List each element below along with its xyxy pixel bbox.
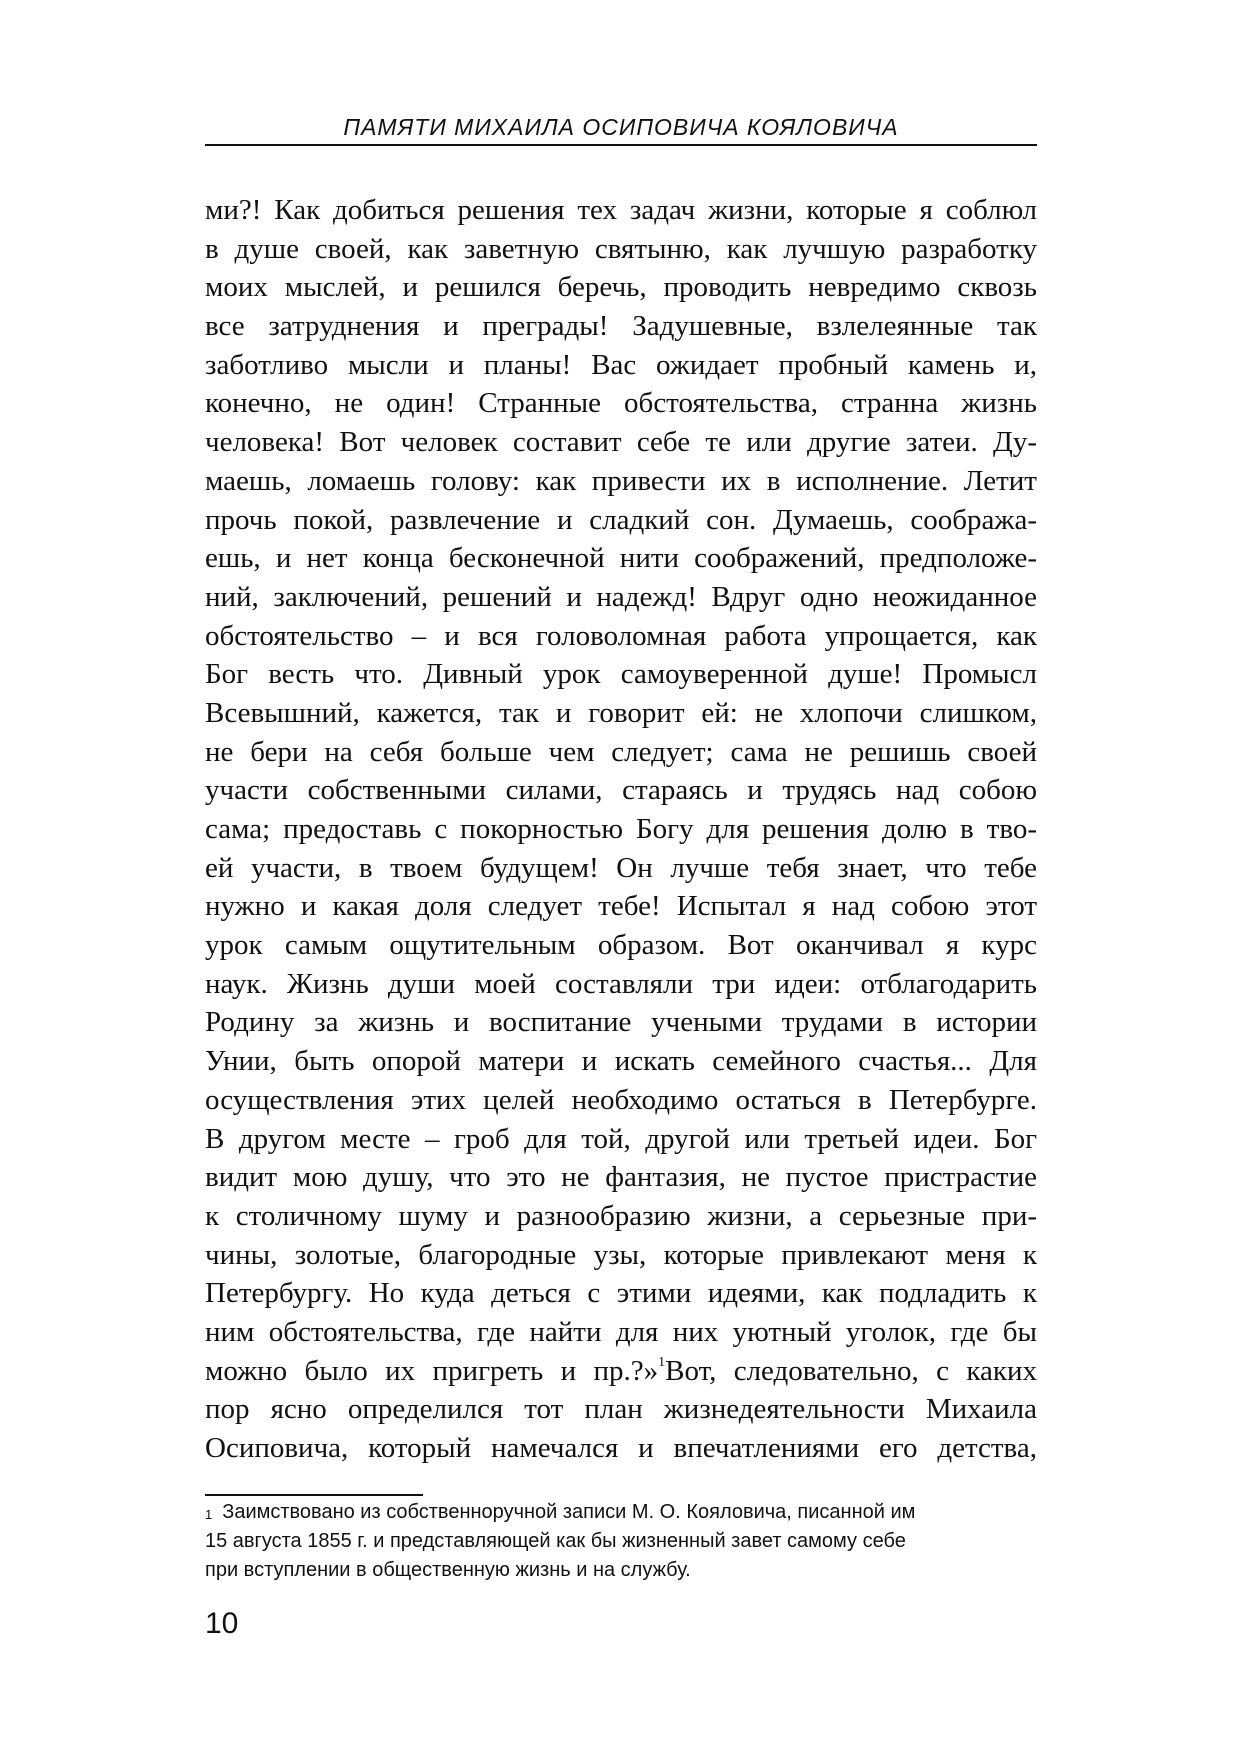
text-line: наук. Жизнь души моей составляли три идеи: отблагодарить: [205, 967, 1037, 1000]
footnote-line: 15 августа 1855 г. и представляющей как бы жизненный завет самому себе: [205, 1530, 906, 1552]
footnote-mark: 1: [205, 1507, 213, 1522]
text-line: В другом месте – гроб для той, другой или третьей идеи. Бог: [205, 1122, 1037, 1155]
text-line: все затруднения и преграды! Задушевные, взлелеянные так: [205, 310, 1037, 343]
footnote-text: Заимствовано из собственноручной записи М. О. Кояловича, писанной им: [222, 1501, 916, 1523]
text-line: пор ясно определился тот план жизнедеятельности Михаила: [205, 1393, 1037, 1426]
text-line-with-footnote-ref: [205, 1352, 1037, 1391]
text-line: к столичному шуму и разнообразию жизни, а серьезные при-: [205, 1199, 1037, 1232]
text-line: прочь покой, развлечение и сладкий сон. Думаешь, сообража-: [205, 503, 1037, 536]
text-line: заботливо мысли и планы! Вас ожидает пробный камень и,: [205, 348, 1037, 381]
text-line: не бери на себя больше чем следует; сама не решишь своей: [205, 735, 1037, 768]
text-fragment: Вот, следовательно, с каких: [665, 1354, 1037, 1387]
text-line: Всевышний, кажется, так и говорит ей: не хлопочи слишком,: [205, 696, 1037, 729]
text-fragment: можно было их пригреть и пр.?»: [205, 1354, 659, 1387]
text-line: ей участи, в твоем будущем! Он лучше тебя знает, что тебе: [205, 851, 1037, 884]
text-line: ний, заключений, решений и надежд! Вдруг одно неожиданное: [205, 580, 1037, 613]
text-line: участи собственными силами, стараясь и трудясь над собою: [205, 774, 1037, 807]
text-line: маешь, ломаешь голову: как привести их в исполнение. Летит: [205, 464, 1037, 497]
text-line: чины, золотые, благородные узы, которые привлекают меня к: [205, 1238, 1037, 1271]
text-line: Петербургу. Но куда деться с этими идеями, как подладить к: [205, 1277, 1037, 1310]
footnote-line: [205, 1498, 1037, 1527]
text-line: моих мыслей, и решился беречь, проводить невредимо сквозь: [205, 271, 1037, 304]
footnote-line: при вступлении в общественную жизнь и на службу.: [205, 1559, 691, 1581]
main-text: [205, 191, 1037, 1468]
text-line: обстоятельство – и вся головоломная работа упрощается, как: [205, 619, 1037, 652]
footnote-separator: [205, 1494, 423, 1496]
text-line: Унии, быть опорой матери и искать семейного счастья... Для: [205, 1045, 1037, 1078]
text-line: осуществления этих целей необходимо остаться в Петербурге.: [205, 1083, 1037, 1116]
text-line: конечно, не один! Странные обстоятельства, странна жизнь: [205, 387, 1037, 420]
page-number: 10: [205, 1607, 239, 1640]
text-line: урок самым ощутительным образом. Вот оканчивал я курс: [205, 929, 1037, 962]
footnote: [205, 1498, 1037, 1585]
text-line: в душе своей, как заветную святыню, как лучшую разработку: [205, 232, 1037, 265]
text-line: Бог весть что. Дивный урок самоуверенной душе! Промысл: [205, 658, 1037, 691]
text-line: видит мою душу, что это не фантазия, не пустое пристрастие: [205, 1161, 1037, 1194]
running-head: ПАМЯТИ МИХАИЛА ОСИПОВИЧА КОЯЛОВИЧА: [343, 114, 899, 140]
text-line: Осиповича, который намечался и впечатлениями его детства,: [205, 1432, 1037, 1464]
text-line: Родину за жизнь и воспитание учеными трудами в истории: [205, 1006, 1037, 1039]
text-line: ешь, и нет конца бесконечной нити соображений, предположе-: [205, 542, 1037, 575]
text-line: нужно и какая доля следует тебе! Испытал я над собою этот: [205, 890, 1037, 923]
text-line: ми?! Как добиться решения тех задач жизни, которые я соблюл: [205, 194, 1037, 226]
text-line: человека! Вот человек составит себе те или другие затеи. Ду-: [205, 426, 1037, 459]
running-head-rule: [205, 144, 1037, 146]
text-line: сама; предоставь с покорностью Богу для решения долю в тво-: [205, 813, 1037, 845]
footnote-reference[interactable]: 1: [658, 1354, 666, 1370]
text-line: ним обстоятельства, где найти для них уютный уголок, где бы: [205, 1315, 1037, 1348]
